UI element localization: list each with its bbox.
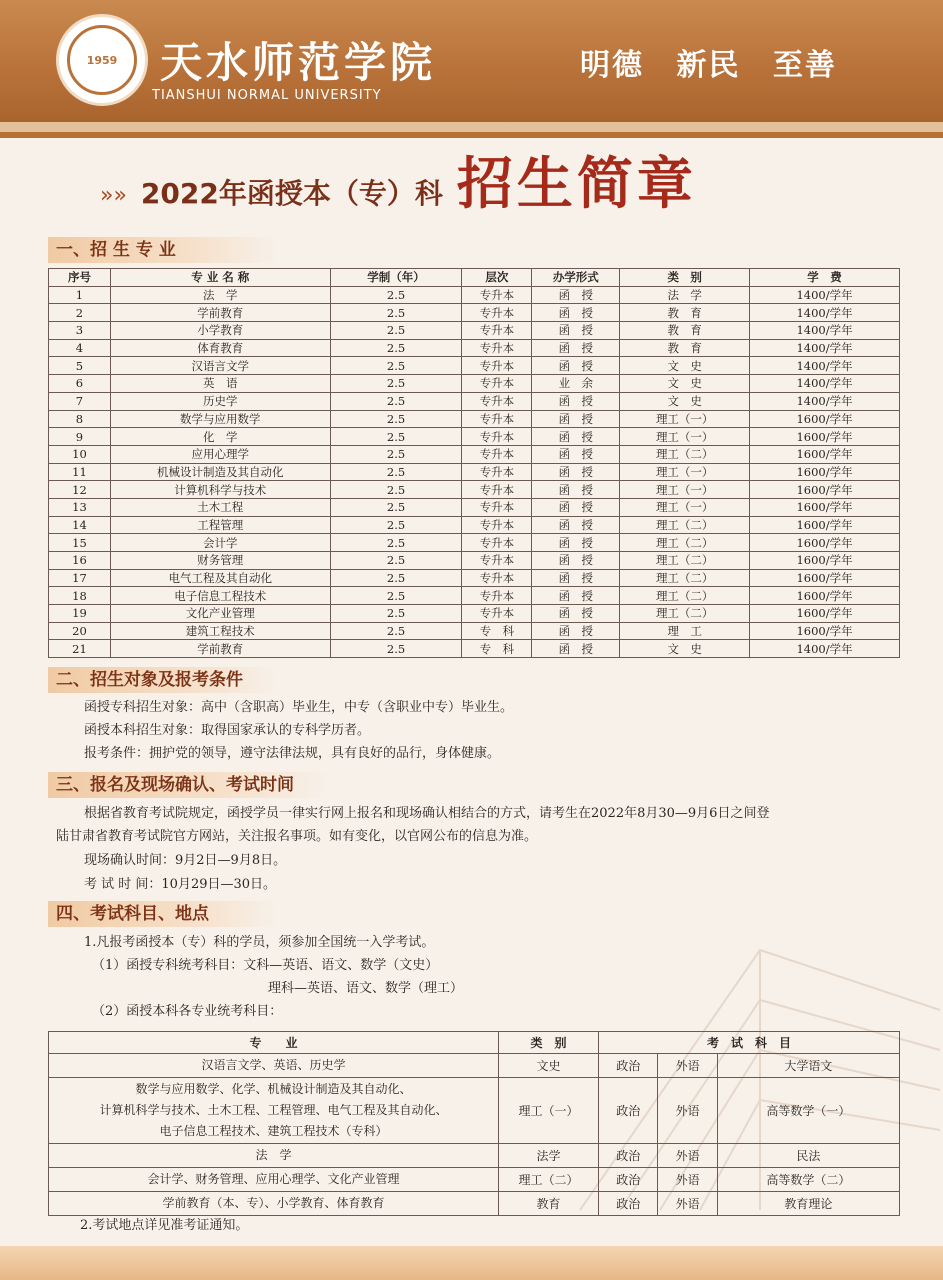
table-cell: 1400/学年 — [750, 322, 900, 340]
table-cell: 计算机科学与技术 — [110, 481, 330, 499]
table-cell: 1600/学年 — [750, 410, 900, 428]
table-cell: 专升本 — [462, 410, 532, 428]
table-row — [49, 286, 900, 304]
table-cell: 专升本 — [462, 534, 532, 552]
table-cell: 理工（一） — [620, 428, 750, 446]
exam-cell-s1: 政治 — [599, 1192, 658, 1216]
table-cell: 8 — [49, 410, 111, 428]
table-cell: 1600/学年 — [750, 463, 900, 481]
table-cell: 7 — [49, 392, 111, 410]
table-cell: 函 授 — [532, 498, 620, 516]
table-cell: 19 — [49, 605, 111, 623]
exam-cell-s3: 民法 — [717, 1144, 899, 1168]
table-cell: 1400/学年 — [750, 640, 900, 658]
exam-cell-s2: 外语 — [658, 1168, 717, 1192]
table-cell: 函 授 — [532, 622, 620, 640]
table-cell: 1600/学年 — [750, 534, 900, 552]
table-cell: 1400/学年 — [750, 375, 900, 393]
table-cell: 4 — [49, 339, 111, 357]
table-cell: 21 — [49, 640, 111, 658]
table-cell: 1400/学年 — [750, 286, 900, 304]
table-row — [49, 304, 900, 322]
table-cell: 化 学 — [110, 428, 330, 446]
table-cell: 文 史 — [620, 392, 750, 410]
table-row — [49, 322, 900, 340]
school-motto: 明德 新民 至善 — [580, 48, 837, 83]
table-cell: 20 — [49, 622, 111, 640]
exam-cell-type: 文史 — [499, 1054, 599, 1078]
exam-cell-type: 教育 — [499, 1192, 599, 1216]
table-cell: 专升本 — [462, 304, 532, 322]
table-row — [49, 498, 900, 516]
exam-header-major: 专 业 — [49, 1032, 499, 1054]
table-row — [49, 375, 900, 393]
table-cell: 法 学 — [620, 286, 750, 304]
table-cell: 专升本 — [462, 357, 532, 375]
table-cell: 工程管理 — [110, 516, 330, 534]
exam-cell-major: 学前教育（本、专）、小学教育、体育教育 — [49, 1192, 499, 1216]
table-cell: 2.5 — [330, 552, 462, 570]
table-cell: 函 授 — [532, 481, 620, 499]
table-cell: 2.5 — [330, 640, 462, 658]
section2-line-1: 函授专科招生对象：高中（含职高）毕业生，中专（含职业中专）毕业生。 — [84, 700, 514, 715]
table-cell: 文 史 — [620, 357, 750, 375]
table-cell: 函 授 — [532, 463, 620, 481]
table-cell: 建筑工程技术 — [110, 622, 330, 640]
section4-line-4: （2）函授本科各专业统考科目： — [92, 1004, 283, 1019]
table-cell: 理工（一） — [620, 498, 750, 516]
exam-cell-major: 会计学、财务管理、应用心理学、文化产业管理 — [49, 1168, 499, 1192]
table-cell: 专升本 — [462, 569, 532, 587]
table-cell: 17 — [49, 569, 111, 587]
table-cell: 1600/学年 — [750, 445, 900, 463]
table-cell: 18 — [49, 587, 111, 605]
table-cell: 2.5 — [330, 481, 462, 499]
table-cell: 函 授 — [532, 357, 620, 375]
section4-title: 四、考试科目、地点 — [48, 901, 278, 927]
table-row — [49, 622, 900, 640]
table-cell: 函 授 — [532, 410, 620, 428]
table-cell: 函 授 — [532, 286, 620, 304]
table-cell: 15 — [49, 534, 111, 552]
school-name-cn: 天水师范学院 — [160, 38, 437, 87]
table-row — [49, 516, 900, 534]
table-cell: 专升本 — [462, 392, 532, 410]
table-cell: 函 授 — [532, 428, 620, 446]
table-cell: 理工（一） — [620, 481, 750, 499]
table-cell: 1600/学年 — [750, 481, 900, 499]
title-big: 招生简章 — [456, 151, 697, 217]
section4-line-3: 理科—英语、语文、数学（理工） — [268, 981, 464, 996]
majors-header-cell: 类 别 — [620, 269, 750, 287]
exam-cell-s1: 政治 — [599, 1078, 658, 1144]
table-cell: 函 授 — [532, 640, 620, 658]
table-cell: 业 余 — [532, 375, 620, 393]
majors-table — [48, 268, 900, 658]
school-name-en: TIANSHUI NORMAL UNIVERSITY — [152, 88, 382, 103]
table-cell: 专升本 — [462, 516, 532, 534]
table-cell: 教 育 — [620, 322, 750, 340]
table-cell: 2.5 — [330, 357, 462, 375]
exam-subjects-table — [48, 1031, 900, 1216]
table-cell: 函 授 — [532, 516, 620, 534]
table-cell: 1400/学年 — [750, 304, 900, 322]
exam-cell-s3: 大学语文 — [717, 1054, 899, 1078]
table-cell: 函 授 — [532, 445, 620, 463]
section1-title: 一、招 生 专 业 — [48, 237, 278, 263]
table-cell: 专升本 — [462, 605, 532, 623]
table-row — [49, 569, 900, 587]
table-row — [49, 552, 900, 570]
table-cell: 2.5 — [330, 322, 462, 340]
exam-table-header — [49, 1032, 900, 1054]
table-cell: 专升本 — [462, 286, 532, 304]
exam-cell-s3: 高等数学（二） — [717, 1168, 899, 1192]
section4-line-1: 1.凡报考函授本（专）科的学员，须参加全国统一入学考试。 — [84, 935, 435, 950]
exam-cell-major: 汉语言文学、英语、历史学 — [49, 1054, 499, 1078]
table-cell: 文 史 — [620, 640, 750, 658]
exam-cell-s2: 外语 — [658, 1192, 717, 1216]
section2-line-2: 函授本科招生对象：取得国家承认的专科学历者。 — [84, 723, 371, 738]
table-cell: 10 — [49, 445, 111, 463]
table-cell: 理工（二） — [620, 552, 750, 570]
table-cell: 专升本 — [462, 498, 532, 516]
table-cell: 理工（一） — [620, 463, 750, 481]
table-cell: 14 — [49, 516, 111, 534]
majors-header-cell: 办学形式 — [532, 269, 620, 287]
table-cell: 1400/学年 — [750, 357, 900, 375]
exam-cell-type: 理工（二） — [499, 1168, 599, 1192]
table-row — [49, 1168, 900, 1192]
table-row — [49, 339, 900, 357]
table-cell: 12 — [49, 481, 111, 499]
section4-line-2: （1）函授专科统考科目：文科—英语、语文、数学（文史） — [92, 958, 439, 973]
table-cell: 专升本 — [462, 463, 532, 481]
table-cell: 应用心理学 — [110, 445, 330, 463]
table-cell: 2.5 — [330, 605, 462, 623]
table-cell: 文 史 — [620, 375, 750, 393]
table-cell: 1600/学年 — [750, 605, 900, 623]
table-cell: 2.5 — [330, 463, 462, 481]
exam-header-subjects: 考 试 科 目 — [599, 1032, 900, 1054]
table-cell: 会计学 — [110, 534, 330, 552]
table-cell: 教 育 — [620, 339, 750, 357]
table-cell: 理工（二） — [620, 605, 750, 623]
logo-year: 1959 — [67, 25, 137, 95]
table-row — [49, 428, 900, 446]
table-row — [49, 445, 900, 463]
table-cell: 2.5 — [330, 569, 462, 587]
table-cell: 2.5 — [330, 304, 462, 322]
header-stripe — [0, 122, 943, 132]
table-cell: 理工（二） — [620, 587, 750, 605]
table-cell: 2.5 — [330, 445, 462, 463]
table-cell: 汉语言文学 — [110, 357, 330, 375]
table-cell: 2.5 — [330, 534, 462, 552]
table-row — [49, 1192, 900, 1216]
table-cell: 函 授 — [532, 322, 620, 340]
exam-cell-s1: 政治 — [599, 1168, 658, 1192]
footer-band — [0, 1246, 943, 1280]
table-cell: 9 — [49, 428, 111, 446]
table-cell: 1 — [49, 286, 111, 304]
table-cell: 1600/学年 — [750, 552, 900, 570]
table-cell: 16 — [49, 552, 111, 570]
table-cell: 理工（二） — [620, 569, 750, 587]
table-row — [49, 587, 900, 605]
table-cell: 1600/学年 — [750, 516, 900, 534]
table-cell: 历史学 — [110, 392, 330, 410]
table-cell: 1400/学年 — [750, 339, 900, 357]
section2-title: 二、招生对象及报考条件 — [48, 667, 278, 693]
table-cell: 体育教育 — [110, 339, 330, 357]
table-row — [49, 463, 900, 481]
table-cell: 土木工程 — [110, 498, 330, 516]
table-cell: 学前教育 — [110, 640, 330, 658]
table-cell: 11 — [49, 463, 111, 481]
table-cell: 2.5 — [330, 428, 462, 446]
table-cell: 5 — [49, 357, 111, 375]
table-cell: 函 授 — [532, 534, 620, 552]
table-cell: 13 — [49, 498, 111, 516]
table-cell: 专升本 — [462, 552, 532, 570]
table-row — [49, 1078, 900, 1144]
table-cell: 理工（二） — [620, 516, 750, 534]
exam-location-note: 2.考试地点详见准考证通知。 — [80, 1218, 249, 1233]
confirm-time: 现场确认时间：9月2日—9月8日。 — [84, 853, 287, 868]
table-row — [49, 534, 900, 552]
table-cell: 财务管理 — [110, 552, 330, 570]
table-cell: 2.5 — [330, 516, 462, 534]
majors-table-header — [49, 269, 900, 287]
table-cell: 学前教育 — [110, 304, 330, 322]
school-logo — [56, 14, 148, 106]
exam-cell-s1: 政治 — [599, 1054, 658, 1078]
section2-line-3: 报考条件：拥护党的领导，遵守法律法规，具有良好的品行，身体健康。 — [84, 746, 501, 761]
section3-title: 三、报名及现场确认、考试时间 — [48, 772, 328, 798]
exam-cell-type: 理工（一） — [499, 1078, 599, 1144]
table-cell: 2.5 — [330, 286, 462, 304]
table-cell: 6 — [49, 375, 111, 393]
table-cell: 专升本 — [462, 481, 532, 499]
table-cell: 英 语 — [110, 375, 330, 393]
table-row — [49, 1054, 900, 1078]
exam-cell-s2: 外语 — [658, 1144, 717, 1168]
table-cell: 2.5 — [330, 375, 462, 393]
exam-time: 考 试 时 间：10月29日—30日。 — [84, 877, 277, 892]
table-cell: 3 — [49, 322, 111, 340]
table-cell: 理工（二） — [620, 534, 750, 552]
table-cell: 1600/学年 — [750, 569, 900, 587]
table-row — [49, 357, 900, 375]
exam-cell-s3: 高等数学（一） — [717, 1078, 899, 1144]
table-row — [49, 640, 900, 658]
table-row — [49, 605, 900, 623]
header-stripe-dark — [0, 132, 943, 138]
table-cell: 函 授 — [532, 304, 620, 322]
majors-header-cell: 专 业 名 称 — [110, 269, 330, 287]
table-cell: 理工（二） — [620, 445, 750, 463]
table-cell: 数学与应用数学 — [110, 410, 330, 428]
table-cell: 2.5 — [330, 587, 462, 605]
table-cell: 1600/学年 — [750, 587, 900, 605]
table-cell: 函 授 — [532, 392, 620, 410]
table-cell: 2.5 — [330, 392, 462, 410]
table-cell: 理 工 — [620, 622, 750, 640]
table-cell: 1400/学年 — [750, 392, 900, 410]
table-cell: 专升本 — [462, 428, 532, 446]
table-row — [49, 1144, 900, 1168]
section3-para-2: 陆甘肃省教育考试院官方网站，关注报名事项。如有变化，以官网公布的信息为准。 — [56, 829, 538, 844]
exam-cell-major: 数学与应用数学、化学、机械设计制造及其自动化、 计算机科学与技术、土木工程、工程管理、电气工程及其自动化、 电子信息工程技术、建筑工程技术（专科） — [49, 1078, 499, 1144]
table-cell: 电气工程及其自动化 — [110, 569, 330, 587]
table-cell: 法 学 — [110, 286, 330, 304]
table-cell: 电子信息工程技术 — [110, 587, 330, 605]
table-cell: 函 授 — [532, 587, 620, 605]
exam-cell-s3: 教育理论 — [717, 1192, 899, 1216]
table-row — [49, 481, 900, 499]
table-cell: 2 — [49, 304, 111, 322]
exam-header-type: 类 别 — [499, 1032, 599, 1054]
table-cell: 专 科 — [462, 640, 532, 658]
table-cell: 专升本 — [462, 375, 532, 393]
page-title — [100, 151, 860, 220]
chevron-icon: »» — [100, 183, 127, 208]
exam-cell-s2: 外语 — [658, 1054, 717, 1078]
table-cell: 专升本 — [462, 322, 532, 340]
majors-header-cell: 层次 — [462, 269, 532, 287]
table-row — [49, 410, 900, 428]
table-cell: 2.5 — [330, 498, 462, 516]
exam-cell-major: 法 学 — [49, 1144, 499, 1168]
table-cell: 教 育 — [620, 304, 750, 322]
table-cell: 专 科 — [462, 622, 532, 640]
table-cell: 2.5 — [330, 410, 462, 428]
table-cell: 理工（一） — [620, 410, 750, 428]
table-row — [49, 392, 900, 410]
table-cell: 文化产业管理 — [110, 605, 330, 623]
table-cell: 函 授 — [532, 552, 620, 570]
exam-cell-s2: 外语 — [658, 1078, 717, 1144]
table-cell: 2.5 — [330, 622, 462, 640]
table-cell: 函 授 — [532, 605, 620, 623]
exam-cell-type: 法学 — [499, 1144, 599, 1168]
section3-para-1: 根据省教育考试院规定，函授学员一律实行网上报名和现场确认相结合的方式，请考生在2022年8月30—9月6日之间登 — [84, 806, 770, 821]
majors-header-cell: 学 费 — [750, 269, 900, 287]
table-cell: 2.5 — [330, 339, 462, 357]
table-cell: 机械设计制造及其自动化 — [110, 463, 330, 481]
table-cell: 1600/学年 — [750, 622, 900, 640]
table-cell: 1600/学年 — [750, 498, 900, 516]
table-cell: 函 授 — [532, 339, 620, 357]
title-small: 2022年函授本（专）科 — [140, 177, 443, 210]
table-cell: 1600/学年 — [750, 428, 900, 446]
table-cell: 专升本 — [462, 587, 532, 605]
table-cell: 函 授 — [532, 569, 620, 587]
table-cell: 专升本 — [462, 339, 532, 357]
table-cell: 专升本 — [462, 445, 532, 463]
exam-cell-s1: 政治 — [599, 1144, 658, 1168]
majors-header-cell: 学制（年） — [330, 269, 462, 287]
table-cell: 小学教育 — [110, 322, 330, 340]
majors-header-cell: 序号 — [49, 269, 111, 287]
